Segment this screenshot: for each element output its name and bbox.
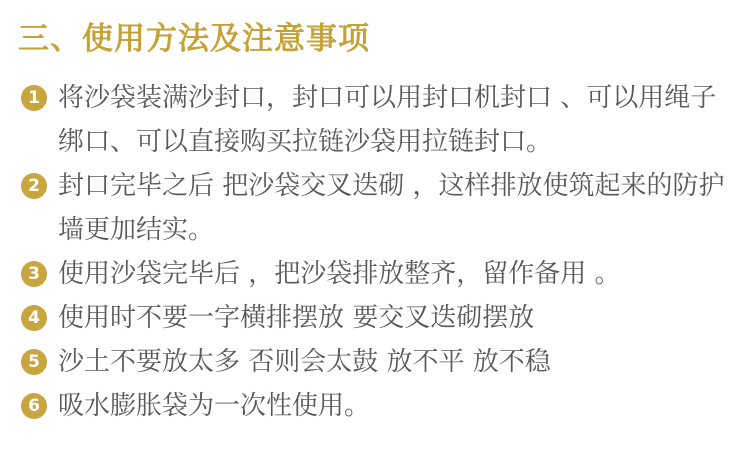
usage-instructions-page — [0, 22, 750, 466]
item-text: 封口完毕之后 把沙袋交叉迭砌 ，这样排放使筑起来的防护墙更加结实。 — [58, 171, 725, 245]
item-text: 使用时不要一字横排摆放 要交叉迭砌摆放 — [58, 303, 535, 333]
number-badge: 5 — [21, 349, 47, 375]
item-text: 将沙袋装满沙封口，封口可以用封口机封口 、可以用绳子绑口、可以直接购买拉链沙袋用拉链封口。 — [58, 83, 717, 157]
list-item — [20, 164, 730, 252]
list-item — [20, 76, 730, 164]
list-item — [20, 340, 730, 384]
number-badge: 4 — [21, 305, 47, 331]
number-badge: 3 — [21, 261, 47, 287]
item-text: 吸水膨胀袋为一次性使用。 — [58, 391, 371, 421]
number-badge: 6 — [21, 393, 47, 419]
number-badge: 2 — [21, 173, 47, 199]
instruction-list — [0, 76, 750, 428]
list-item — [20, 296, 730, 340]
item-text: 使用沙袋完毕后 ，把沙袋排放整齐，留作备用 。 — [58, 259, 621, 289]
number-badge: 1 — [21, 85, 47, 111]
item-text: 沙土不要放太多 否则会太鼓 放不平 放不稳 — [58, 347, 551, 377]
list-item — [20, 384, 730, 428]
list-item — [20, 252, 730, 296]
section-title: 三、使用方法及注意事项 — [18, 21, 370, 57]
